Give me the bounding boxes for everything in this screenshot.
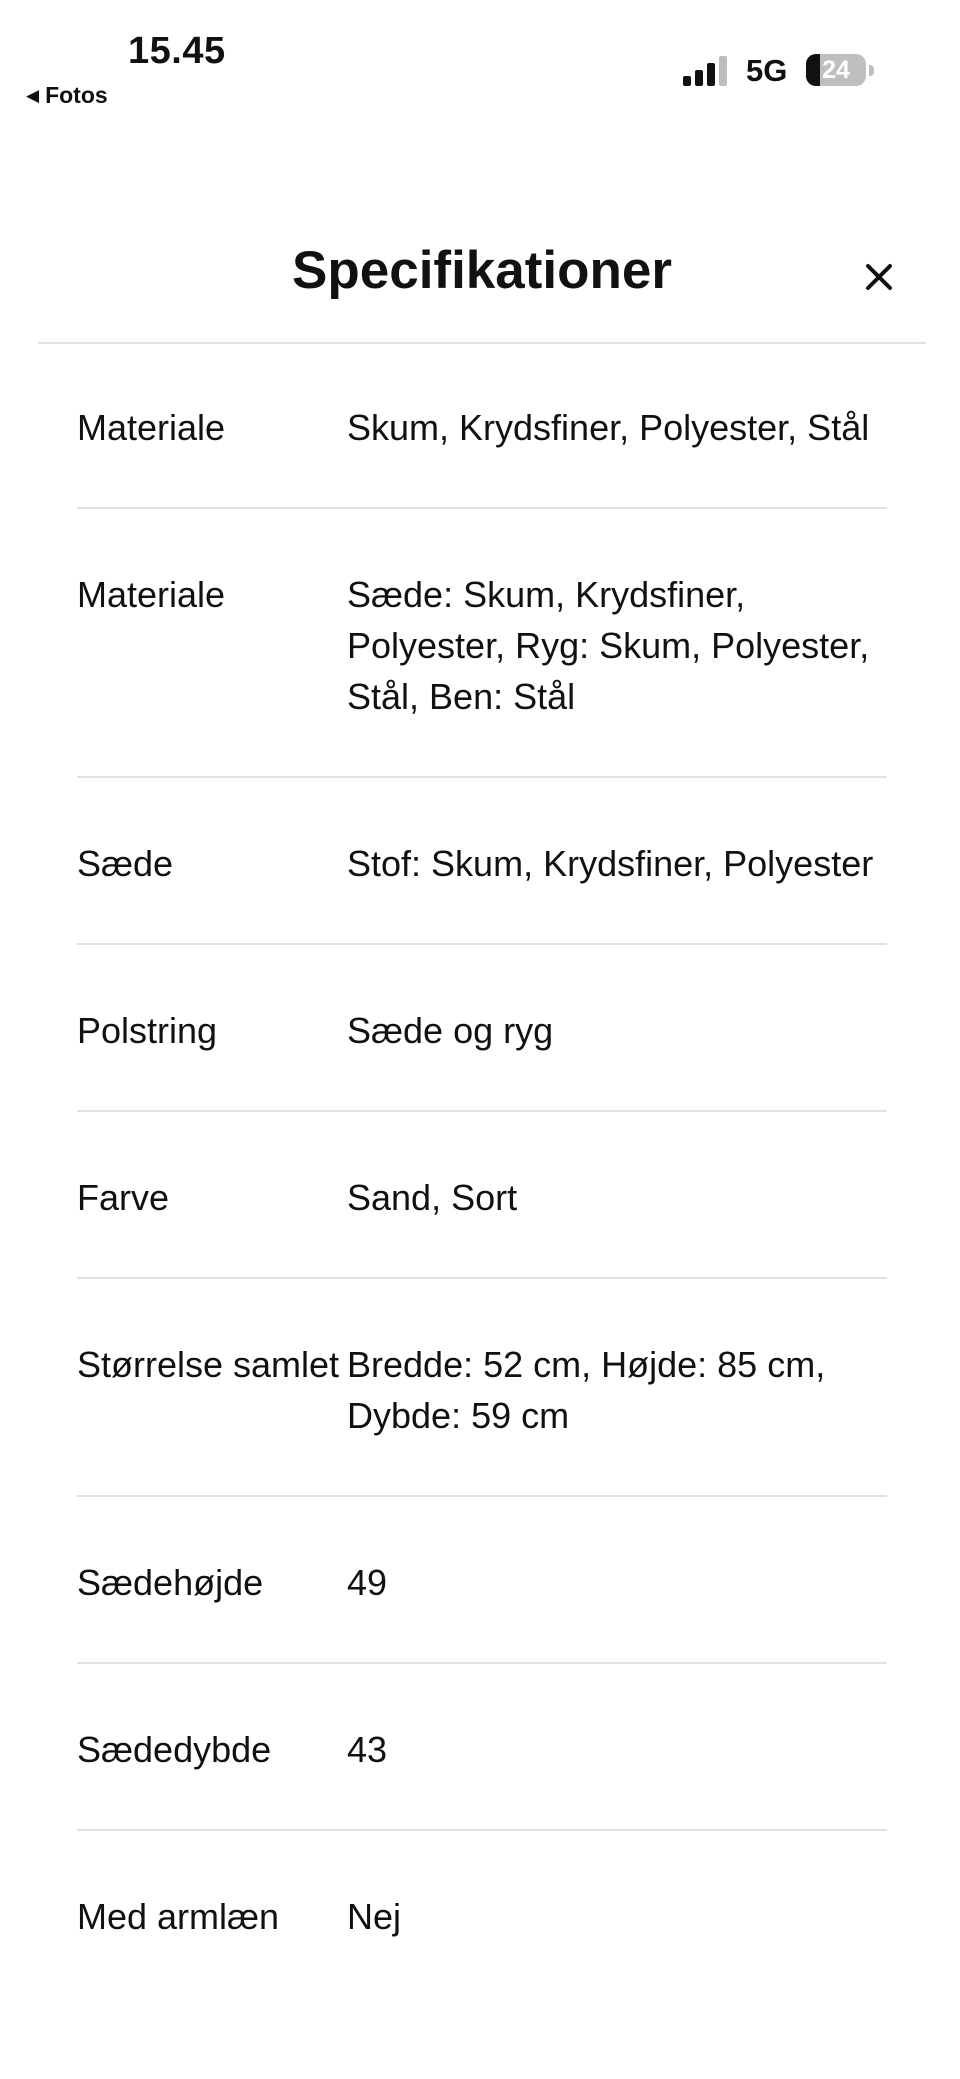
spec-label: Sædehøjde (77, 1562, 264, 1603)
sheet-header (38, 220, 926, 344)
spec-value: Nej (347, 1896, 402, 1937)
spec-value: Sæde: Skum, Krydsfiner, Polyester, Ryg: Skum, Polyester, Stål, Ben: Stål (347, 574, 870, 717)
back-link-label: Fotos (45, 82, 108, 108)
status-time: 15.45 (128, 30, 226, 72)
network-type: 5G (746, 53, 788, 88)
close-icon (864, 262, 894, 292)
spec-value: 43 (347, 1729, 388, 1770)
battery-percent: 24 (822, 56, 850, 84)
spec-label: Sæde (77, 843, 174, 884)
spec-row (77, 509, 887, 778)
cellular-signal-icon (683, 56, 733, 86)
spec-row (77, 342, 887, 509)
spec-value: Skum, Krydsfiner, Polyester, Stål (347, 407, 870, 448)
back-to-photos-link[interactable] (26, 82, 108, 109)
spec-row (77, 1279, 887, 1497)
spec-row (77, 1831, 887, 1996)
spec-label: Farve (77, 1177, 170, 1218)
status-bar (0, 0, 960, 120)
spec-row (77, 1497, 887, 1664)
spec-label: Materiale (77, 407, 226, 448)
spec-value: Bredde: 52 cm, Højde: 85 cm, Dybde: 59 cm (347, 1344, 826, 1436)
spec-list (77, 342, 887, 1996)
back-arrow-icon: ◀ (26, 86, 40, 105)
page-title: Specifikationer (292, 241, 672, 300)
spec-value: Stof: Skum, Krydsfiner, Polyester (347, 843, 874, 884)
battery-cap (869, 65, 874, 76)
spec-value: Sand, Sort (347, 1177, 518, 1218)
spec-value: 49 (347, 1562, 388, 1603)
spec-row (77, 778, 887, 945)
spec-label: Størrelse samlet (77, 1344, 340, 1385)
close-button[interactable] (856, 254, 902, 300)
spec-label: Med armlæn (77, 1896, 280, 1937)
battery-icon (806, 54, 876, 86)
spec-value: Sæde og ryg (347, 1010, 554, 1051)
spec-row (77, 945, 887, 1112)
spec-label: Polstring (77, 1010, 218, 1051)
spec-label: Materiale (77, 574, 226, 615)
spec-row (77, 1664, 887, 1831)
spec-label: Sædedybde (77, 1729, 272, 1770)
spec-row (77, 1112, 887, 1279)
